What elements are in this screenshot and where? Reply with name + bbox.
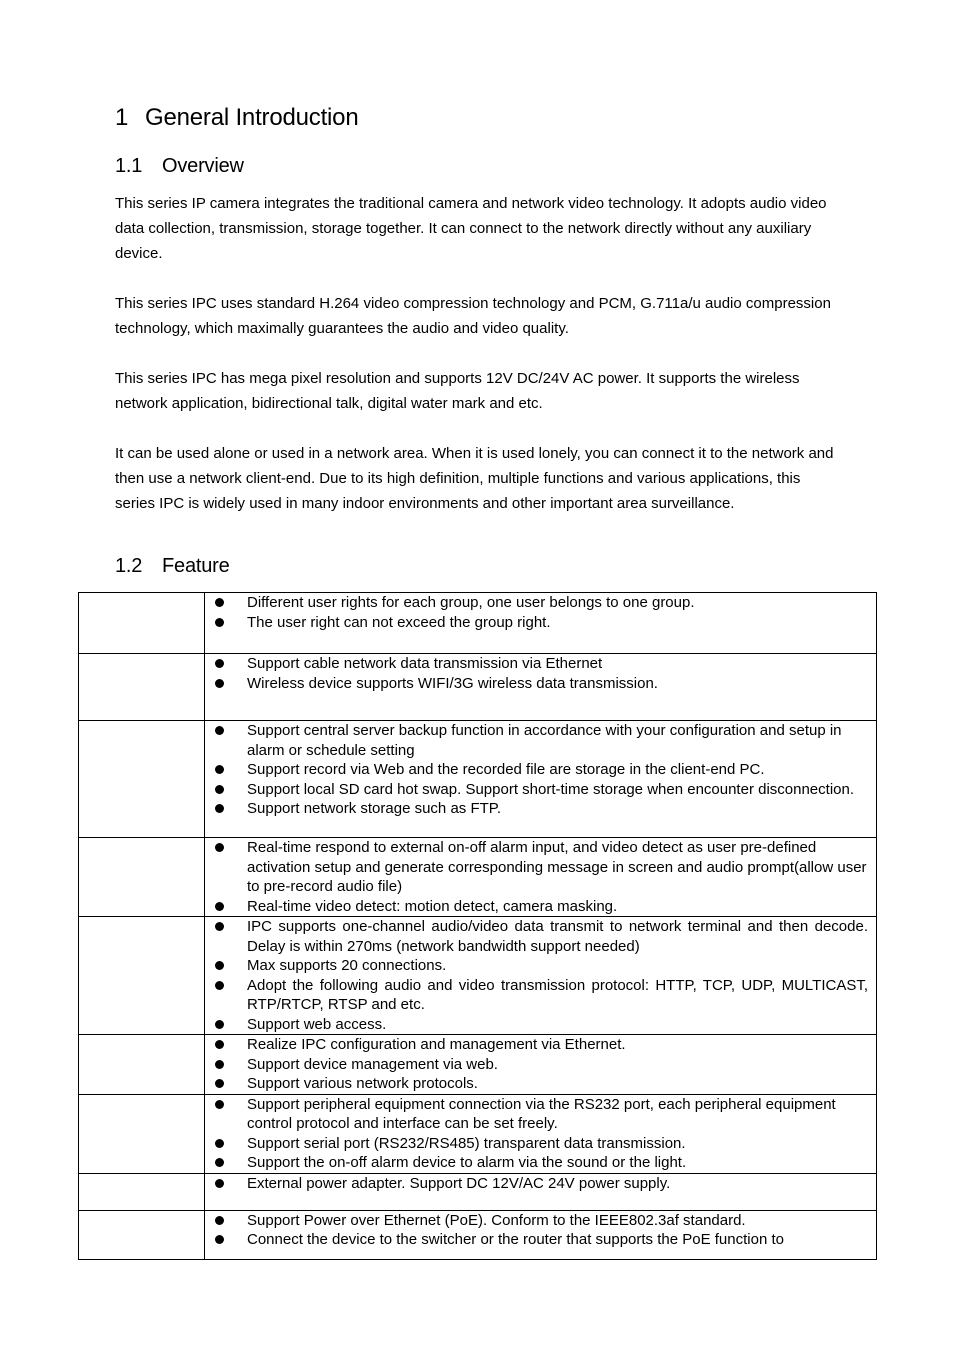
feature-row <box>79 1035 877 1095</box>
feature-row <box>79 1094 877 1173</box>
bullet-icon <box>215 765 224 774</box>
feature-items-cell <box>205 1035 877 1095</box>
list-item: Real-time respond to external on-off alarm input, and video detect as user pre-defined activation setup and generate corresponding message in screen and audio prompt(allow user to pre-record audio file) <box>205 838 868 897</box>
overview-paragraph-4: It can be used alone or used in a network area. When it is used lonely, you can connect it to the network and then use a network client-end. Due to its high definition, multiple functions and various applications, this series IPC is widely used in many indoor environments and other important area surveillance. <box>115 445 834 512</box>
feature-category-cell <box>79 1210 205 1259</box>
feature-items-cell <box>205 917 877 1035</box>
list-item: Adopt the following audio and video transmission protocol: HTTP, TCP, UDP, MULTICAST, RTP/RTCP, RTSP and etc. <box>205 976 868 1015</box>
feature-row <box>79 838 877 917</box>
list-item: Support serial port (RS232/RS485) transparent data transmission. <box>205 1134 868 1154</box>
feature-items-cell <box>205 654 877 721</box>
list-item: Support record via Web and the recorded file are storage in the client-end PC. <box>205 760 868 780</box>
bullet-icon <box>215 1216 224 1225</box>
overview-paragraph-1: This series IP camera integrates the traditional camera and network video technology. It adopts audio video data collection, transmission, storage together. It can connect to the network directly without any auxiliary device. <box>115 195 827 262</box>
feature-items-cell <box>205 593 877 654</box>
feature-items-cell <box>205 1094 877 1173</box>
feature-items-cell <box>205 1173 877 1210</box>
feature-row <box>79 654 877 721</box>
list-item: Max supports 20 connections. <box>205 956 868 976</box>
bullet-icon <box>215 1158 224 1167</box>
chapter-heading <box>115 104 358 132</box>
bullet-icon <box>215 785 224 794</box>
list-item: Real-time video detect: motion detect, camera masking. <box>205 897 868 917</box>
list-item: Realize IPC configuration and management via Ethernet. <box>205 1035 868 1055</box>
section-number: 1.1 <box>115 155 143 177</box>
bullet-icon <box>215 1079 224 1088</box>
bullet-icon <box>215 618 224 627</box>
list-item: Support cable network data transmission via Ethernet <box>205 654 868 674</box>
bullet-icon <box>215 1040 224 1049</box>
section-number: 1.2 <box>115 555 143 577</box>
list-item: Support central server backup function in accordance with your configuration and setup in alarm or schedule setting <box>205 721 868 760</box>
bullet-icon <box>215 659 224 668</box>
list-item: External power adapter. Support DC 12V/AC 24V power supply. <box>205 1174 868 1194</box>
list-item: Wireless device supports WIFI/3G wireless data transmission. <box>205 674 868 694</box>
list-item: Support various network protocols. <box>205 1074 868 1094</box>
feature-category-cell <box>79 838 205 917</box>
bullet-icon <box>215 981 224 990</box>
bullet-icon <box>215 726 224 735</box>
list-item: The user right can not exceed the group right. <box>205 613 868 633</box>
list-item: Support Power over Ethernet (PoE). Conform to the IEEE802.3af standard. <box>205 1211 868 1231</box>
overview-paragraph-2: This series IPC uses standard H.264 video compression technology and PCM, G.711a/u audio compression technology, which maximally guarantees the audio and video quality. <box>115 295 831 337</box>
bullet-icon <box>215 679 224 688</box>
section-heading-overview <box>115 155 244 178</box>
feature-category-cell <box>79 721 205 838</box>
list-item: Different user rights for each group, one user belongs to one group. <box>205 593 868 613</box>
feature-category-cell <box>79 1173 205 1210</box>
bullet-icon <box>215 902 224 911</box>
feature-category-cell <box>79 1035 205 1095</box>
feature-table <box>78 592 877 1260</box>
chapter-number: 1 <box>115 104 129 131</box>
bullet-icon <box>215 922 224 931</box>
feature-category-cell <box>79 593 205 654</box>
list-item: Support web access. <box>205 1015 868 1035</box>
section-title: Overview <box>162 155 244 177</box>
feature-row <box>79 593 877 654</box>
bullet-icon <box>215 961 224 970</box>
feature-category-cell <box>79 917 205 1035</box>
feature-row <box>79 721 877 838</box>
feature-category-cell <box>79 654 205 721</box>
bullet-icon <box>215 843 224 852</box>
feature-row <box>79 1210 877 1259</box>
section-title: Feature <box>162 555 230 577</box>
list-item: Support network storage such as FTP. <box>205 799 868 819</box>
bullet-icon <box>215 1139 224 1148</box>
chapter-title: General Introduction <box>145 104 359 131</box>
feature-items-cell <box>205 721 877 838</box>
feature-row <box>79 1173 877 1210</box>
list-item: Support local SD card hot swap. Support short-time storage when encounter disconnection. <box>205 780 868 800</box>
list-item: Support the on-off alarm device to alarm via the sound or the light. <box>205 1153 868 1173</box>
feature-category-cell <box>79 1094 205 1173</box>
bullet-icon <box>215 598 224 607</box>
feature-items-cell <box>205 838 877 917</box>
bullet-icon <box>215 1020 224 1029</box>
bullet-icon <box>215 804 224 813</box>
bullet-icon <box>215 1100 224 1109</box>
list-item: Support device management via web. <box>205 1055 868 1075</box>
feature-row <box>79 917 877 1035</box>
bullet-icon <box>215 1179 224 1188</box>
list-item: IPC supports one-channel audio/video data transmit to network terminal and then decode. Delay is within 270ms (network bandwidth support needed) <box>205 917 868 956</box>
bullet-icon <box>215 1060 224 1069</box>
list-item: Support peripheral equipment connection via the RS232 port, each peripheral equipment control protocol and interface can be set freely. <box>205 1095 868 1134</box>
list-item: Connect the device to the switcher or the router that supports the PoE function to <box>205 1230 868 1250</box>
section-heading-feature <box>115 555 230 578</box>
feature-items-cell <box>205 1210 877 1259</box>
overview-paragraph-3: This series IPC has mega pixel resolution and supports 12V DC/24V AC power. It supports the wireless network application, bidirectional talk, digital water mark and etc. <box>115 370 800 412</box>
bullet-icon <box>215 1235 224 1244</box>
